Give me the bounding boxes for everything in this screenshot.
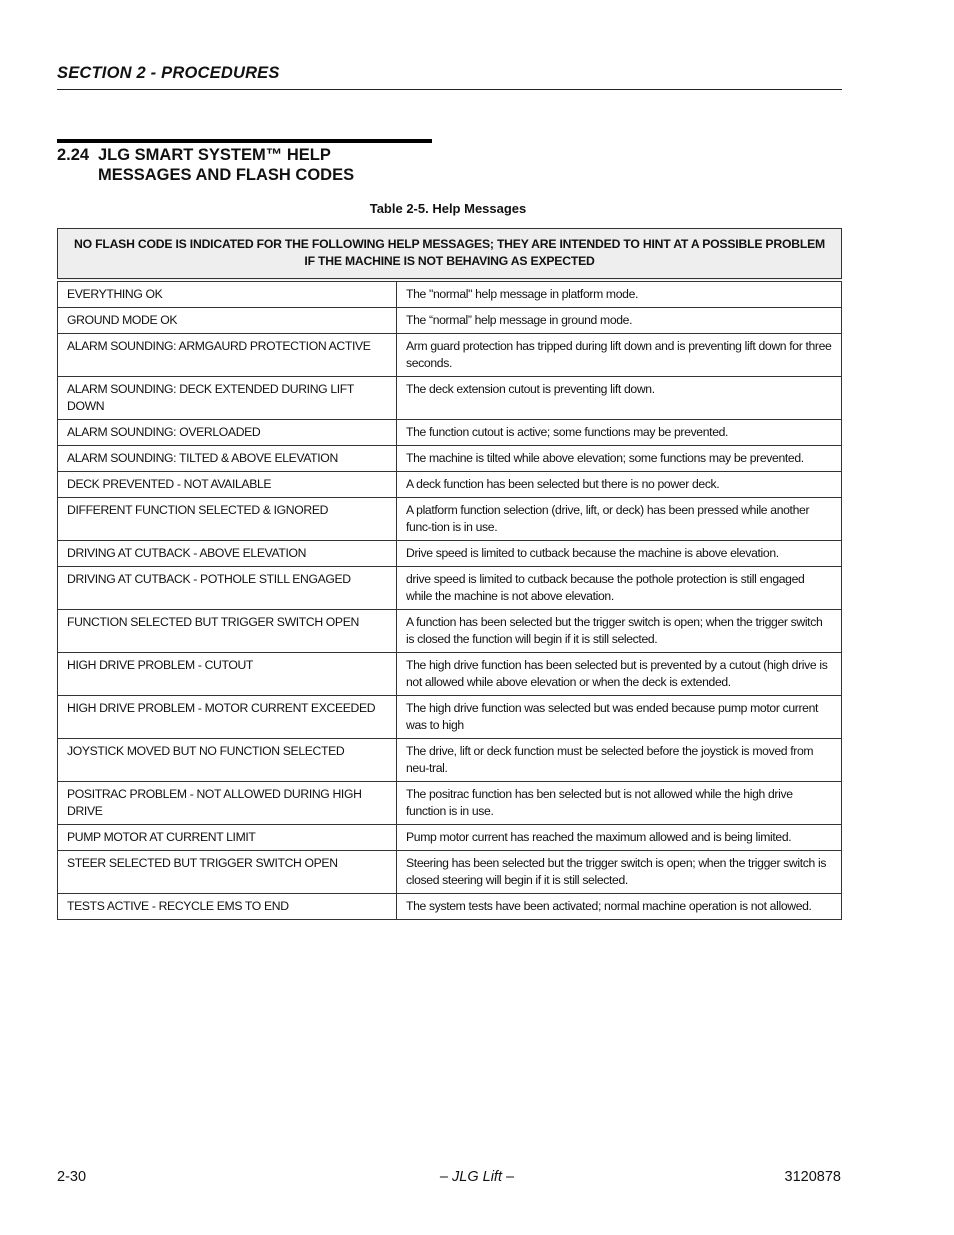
table-row <box>58 653 842 696</box>
help-description-cell: drive speed is limited to cutback because the pothole protection is still engaged while the machine is not above elevation. <box>397 567 842 610</box>
footer-publisher: – JLG Lift – <box>439 1169 515 1185</box>
help-message-cell: FUNCTION SELECTED BUT TRIGGER SWITCH OPEN <box>58 610 397 653</box>
help-description-cell: The high drive function was selected but was ended because pump motor current was to high <box>397 696 842 739</box>
table-row <box>58 825 842 851</box>
table-row <box>58 541 842 567</box>
help-message-cell: EVERYTHING OK <box>58 280 397 308</box>
document-number: 3120878 <box>784 1169 841 1185</box>
table-caption: Table 2-5. Help Messages <box>369 201 527 216</box>
table-row <box>58 377 842 420</box>
heading-number: 2.24 <box>57 146 90 164</box>
heading-title-line2: MESSAGES AND FLASH CODES <box>98 166 355 184</box>
help-description-cell: Drive speed is limited to cutback because the machine is above elevation. <box>397 541 842 567</box>
help-message-cell: DRIVING AT CUTBACK - ABOVE ELEVATION <box>58 541 397 567</box>
help-description-cell: The positrac function has ben selected but is not allowed while the high drive function is in use. <box>397 782 842 825</box>
help-description-cell: A platform function selection (drive, lift, or deck) has been pressed while another func-tion is in use. <box>397 498 842 541</box>
help-message-cell: TESTS ACTIVE - RECYCLE EMS TO END <box>58 894 397 920</box>
table-row <box>58 610 842 653</box>
help-description-cell: The system tests have been activated; normal machine operation is not allowed. <box>397 894 842 920</box>
table-row <box>58 782 842 825</box>
help-message-cell: DECK PREVENTED - NOT AVAILABLE <box>58 472 397 498</box>
help-description-cell: The function cutout is active; some functions may be prevented. <box>397 420 842 446</box>
heading-title-line1: JLG SMART SYSTEM™ HELP <box>98 146 331 164</box>
table-row <box>58 894 842 920</box>
help-messages-table <box>57 228 842 920</box>
help-message-cell: STEER SELECTED BUT TRIGGER SWITCH OPEN <box>58 851 397 894</box>
help-description-cell: The deck extension cutout is preventing lift down. <box>397 377 842 420</box>
section-header: SECTION 2 - PROCEDURES <box>57 64 280 82</box>
help-description-cell: The high drive function has been selected but is prevented by a cutout (high drive is not allowed while above elevation or when the deck is extended. <box>397 653 842 696</box>
help-message-cell: ALARM SOUNDING: TILTED & ABOVE ELEVATION <box>58 446 397 472</box>
help-description-cell: A deck function has been selected but there is no power deck. <box>397 472 842 498</box>
help-description-cell: The “normal” help message in ground mode. <box>397 308 842 334</box>
help-description-cell: The machine is tilted while above elevation; some functions may be prevented. <box>397 446 842 472</box>
help-description-cell: Pump motor current has reached the maximum allowed and is being limited. <box>397 825 842 851</box>
help-description-cell: The "normal" help message in platform mode. <box>397 280 842 308</box>
help-description-cell: Arm guard protection has tripped during lift down and is preventing lift down for three seconds. <box>397 334 842 377</box>
help-message-cell: ALARM SOUNDING: ARMGAURD PROTECTION ACTIVE <box>58 334 397 377</box>
table-notice: NO FLASH CODE IS INDICATED FOR THE FOLLOWING HELP MESSAGES; THEY ARE INTENDED TO HINT AT A POSSIBLE PROBLEM IF THE MACHINE IS NOT BEHAVING AS EXPECTED <box>58 229 842 281</box>
table-row <box>58 334 842 377</box>
table-row <box>58 739 842 782</box>
section-heading <box>57 145 477 185</box>
help-message-cell: JOYSTICK MOVED BUT NO FUNCTION SELECTED <box>58 739 397 782</box>
table-row <box>58 308 842 334</box>
help-description-cell: The drive, lift or deck function must be selected before the joystick is moved from neu-tral. <box>397 739 842 782</box>
table-row <box>58 567 842 610</box>
table-row <box>58 851 842 894</box>
help-message-cell: HIGH DRIVE PROBLEM - MOTOR CURRENT EXCEEDED <box>58 696 397 739</box>
header-divider <box>57 89 842 90</box>
help-message-cell: ALARM SOUNDING: DECK EXTENDED DURING LIFT DOWN <box>58 377 397 420</box>
help-message-cell: PUMP MOTOR AT CURRENT LIMIT <box>58 825 397 851</box>
table-notice-row <box>58 229 842 281</box>
help-message-cell: POSITRAC PROBLEM - NOT ALLOWED DURING HIGH DRIVE <box>58 782 397 825</box>
table-row <box>58 696 842 739</box>
table-row <box>58 446 842 472</box>
table-row <box>58 280 842 308</box>
help-message-cell: HIGH DRIVE PROBLEM - CUTOUT <box>58 653 397 696</box>
help-message-cell: GROUND MODE OK <box>58 308 397 334</box>
help-message-cell: ALARM SOUNDING: OVERLOADED <box>58 420 397 446</box>
table-row <box>58 472 842 498</box>
help-description-cell: A function has been selected but the trigger switch is open; when the trigger switch is closed the function will begin if it is still selected. <box>397 610 842 653</box>
help-message-cell: DIFFERENT FUNCTION SELECTED & IGNORED <box>58 498 397 541</box>
table-row <box>58 498 842 541</box>
heading-bar <box>57 139 432 143</box>
help-message-cell: DRIVING AT CUTBACK - POTHOLE STILL ENGAGED <box>58 567 397 610</box>
page-number: 2-30 <box>57 1169 87 1185</box>
table-row <box>58 420 842 446</box>
help-description-cell: Steering has been selected but the trigger switch is open; when the trigger switch is closed steering will begin if it is still selected. <box>397 851 842 894</box>
